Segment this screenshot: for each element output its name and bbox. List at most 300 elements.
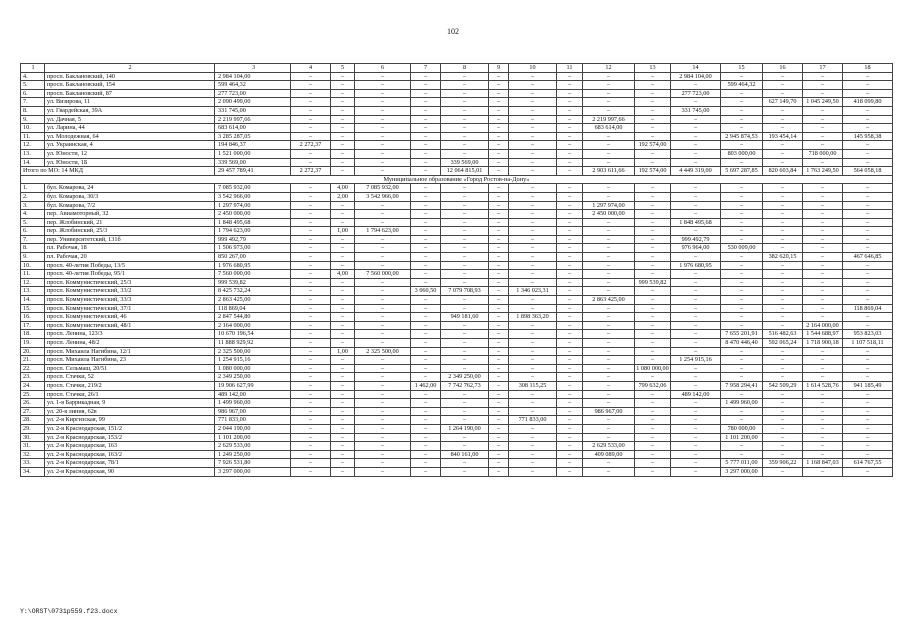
table-row [21, 373, 893, 382]
table-cell: 5. [21, 218, 45, 227]
table-cell: 2 450 000,00 [583, 210, 635, 219]
table-cell: – [355, 141, 411, 150]
table-cell: – [411, 304, 441, 313]
table-cell: 1 763 249,50 [803, 167, 843, 176]
table-cell: – [411, 433, 441, 442]
table-cell: – [583, 356, 635, 365]
table-cell: – [441, 339, 489, 348]
table-cell: – [583, 72, 635, 81]
table-cell: – [635, 321, 671, 330]
table-cell: – [331, 149, 355, 158]
table-cell: – [355, 132, 411, 141]
table-cell: – [509, 433, 557, 442]
table-cell: – [557, 287, 583, 296]
table-cell: 382 620,15 [763, 253, 803, 262]
table-cell: 7 655 201,91 [721, 330, 763, 339]
table-cell: 1 718 900,18 [803, 339, 843, 348]
table-cell: – [671, 296, 721, 305]
table-cell: – [843, 442, 893, 451]
table-cell: – [411, 399, 441, 408]
table-cell: – [583, 424, 635, 433]
table-cell: 2 219 997,66 [215, 115, 291, 124]
table-cell: пл. Рабочая, 20 [45, 253, 215, 262]
table-cell: – [291, 339, 331, 348]
table-cell: – [557, 115, 583, 124]
table-cell: – [721, 235, 763, 244]
table-cell: 1 107 518,11 [843, 339, 893, 348]
table-cell: – [441, 98, 489, 107]
table-cell: 7 742 762,73 [441, 381, 489, 390]
table-cell: – [583, 459, 635, 468]
table-cell: – [441, 253, 489, 262]
table-cell: – [557, 89, 583, 98]
table-cell: – [441, 467, 489, 476]
table-cell: – [489, 72, 509, 81]
table-cell: – [291, 416, 331, 425]
table-cell: – [721, 287, 763, 296]
table-cell: – [843, 347, 893, 356]
table-cell: – [331, 339, 355, 348]
table-row [21, 459, 893, 468]
table-cell: – [509, 373, 557, 382]
table-cell: 5 697 287,85 [721, 167, 763, 176]
table-cell: – [763, 184, 803, 193]
table-row [21, 330, 893, 339]
table-cell: – [441, 459, 489, 468]
table-cell: – [583, 339, 635, 348]
table-cell: 13. [21, 149, 45, 158]
table-cell: – [763, 347, 803, 356]
table-cell: – [583, 373, 635, 382]
table-cell: – [331, 210, 355, 219]
table-cell: – [411, 184, 441, 193]
table-cell: – [331, 167, 355, 176]
table-row [21, 416, 893, 425]
table-cell: – [291, 210, 331, 219]
table-cell: – [291, 244, 331, 253]
table-cell: 19 906 627,99 [215, 381, 291, 390]
table-cell: – [331, 89, 355, 98]
table-cell: – [331, 296, 355, 305]
table-cell: 1 168 847,03 [803, 459, 843, 468]
table-cell: – [441, 141, 489, 150]
table-cell: – [355, 373, 411, 382]
table-cell: – [291, 115, 331, 124]
table-cell: – [557, 442, 583, 451]
table-cell: 771 833,00 [509, 416, 557, 425]
table-cell: – [843, 278, 893, 287]
table-cell: 820 603,84 [763, 167, 803, 176]
table-cell: – [411, 98, 441, 107]
table-cell: – [489, 424, 509, 433]
table-cell: – [411, 459, 441, 468]
table-cell: 21. [21, 356, 45, 365]
table-cell: – [331, 106, 355, 115]
table-cell: – [489, 227, 509, 236]
table-cell: – [489, 98, 509, 107]
table-cell: – [441, 201, 489, 210]
table-cell: 7 560 000,00 [355, 270, 411, 279]
table-cell: – [557, 390, 583, 399]
table-cell: 193 454,14 [763, 132, 803, 141]
table-cell: – [635, 467, 671, 476]
table-cell: – [557, 227, 583, 236]
table-cell: – [671, 364, 721, 373]
table-cell: – [509, 399, 557, 408]
table-cell: 4 [291, 64, 331, 73]
table-cell: 192 574,00 [635, 167, 671, 176]
table-cell: – [763, 261, 803, 270]
table-cell: – [721, 106, 763, 115]
table-cell: – [803, 81, 843, 90]
table-cell: – [671, 459, 721, 468]
table-cell: – [291, 459, 331, 468]
table-cell: – [721, 227, 763, 236]
table-cell: 9. [21, 253, 45, 262]
table-cell: – [557, 356, 583, 365]
table-cell: – [411, 132, 441, 141]
table-cell: просп. Коммунистический, 33/2 [45, 287, 215, 296]
table-row [21, 296, 893, 305]
table-cell: – [441, 433, 489, 442]
table-cell: – [509, 124, 557, 133]
table-cell: 1 [21, 64, 45, 73]
table-cell: – [557, 218, 583, 227]
table-cell: – [509, 364, 557, 373]
table-cell: – [721, 321, 763, 330]
table-cell: – [721, 296, 763, 305]
table-cell: пер. Университетский, 131б [45, 235, 215, 244]
table-cell: – [291, 321, 331, 330]
table-cell: – [411, 244, 441, 253]
page-number: 102 [447, 27, 459, 36]
table-cell: 489 142,00 [671, 390, 721, 399]
table-cell: – [557, 244, 583, 253]
table-cell: 17. [21, 321, 45, 330]
header-row [21, 64, 893, 73]
table-cell: – [411, 89, 441, 98]
table-cell: – [557, 416, 583, 425]
table-cell: просп. Сельмаш, 20/51 [45, 364, 215, 373]
table-cell: – [291, 124, 331, 133]
table-cell: 799 632,06 [635, 381, 671, 390]
table-row [21, 364, 893, 373]
table-cell: – [843, 450, 893, 459]
table-cell: – [583, 364, 635, 373]
table-cell: – [331, 81, 355, 90]
table-cell: 7 926 531,80 [215, 459, 291, 468]
table-cell: 1 297 974,00 [215, 201, 291, 210]
table-cell: – [411, 72, 441, 81]
table-cell: – [843, 192, 893, 201]
table-cell: – [557, 141, 583, 150]
table-cell: – [509, 141, 557, 150]
table-cell: 22. [21, 364, 45, 373]
table-cell: – [489, 287, 509, 296]
table-cell: – [441, 115, 489, 124]
table-cell: – [763, 81, 803, 90]
table-cell: – [583, 399, 635, 408]
table-cell: – [291, 347, 331, 356]
table-cell: просп. Стачки, 219/2 [45, 381, 215, 390]
table-cell: – [803, 450, 843, 459]
table-cell: – [635, 98, 671, 107]
table-cell: 999 492,79 [215, 235, 291, 244]
table-cell: 9 [489, 64, 509, 73]
table-cell: – [763, 304, 803, 313]
table-cell: – [803, 424, 843, 433]
file-path-footer: Y:\ORST\0731p559.f23.docx [20, 608, 118, 615]
table-cell: 1 264 190,00 [441, 424, 489, 433]
table-cell: – [509, 98, 557, 107]
table-cell: 2 984 104,00 [215, 72, 291, 81]
table-cell: – [331, 442, 355, 451]
table-cell: – [763, 373, 803, 382]
table-cell: – [355, 235, 411, 244]
table-cell: – [671, 184, 721, 193]
table-cell: – [763, 364, 803, 373]
table-cell: 803 000,00 [721, 149, 763, 158]
table-cell: – [635, 270, 671, 279]
table-cell: 941 185,49 [843, 381, 893, 390]
table-cell: – [671, 442, 721, 451]
table-cell: – [441, 321, 489, 330]
table-cell: – [843, 235, 893, 244]
table-cell: 331 745,00 [671, 106, 721, 115]
table-cell: – [355, 89, 411, 98]
table-cell: – [331, 158, 355, 167]
table-cell: 4,00 [331, 184, 355, 193]
table-cell: – [803, 287, 843, 296]
table-cell: 12 [583, 64, 635, 73]
table-row [21, 227, 893, 236]
table-cell: – [331, 381, 355, 390]
table-cell: – [331, 253, 355, 262]
table-cell: – [489, 459, 509, 468]
table-cell: 530 009,00 [721, 244, 763, 253]
table-cell: – [843, 227, 893, 236]
table-cell: – [331, 72, 355, 81]
table-cell: – [843, 321, 893, 330]
table-cell: – [489, 235, 509, 244]
table-cell: – [635, 304, 671, 313]
table-cell: – [803, 416, 843, 425]
table-cell: – [355, 149, 411, 158]
table-cell: – [557, 235, 583, 244]
table-cell: – [583, 244, 635, 253]
table-cell: – [441, 390, 489, 399]
table-cell: – [583, 227, 635, 236]
table-cell: – [331, 407, 355, 416]
table-cell: 34. [21, 467, 45, 476]
table-cell: ул. 2-я Краснодарская, 153/2 [45, 433, 215, 442]
table-cell: – [843, 89, 893, 98]
table-cell: – [331, 321, 355, 330]
table-cell: – [803, 124, 843, 133]
table-cell: – [411, 124, 441, 133]
table-cell: – [355, 330, 411, 339]
table-row [21, 184, 893, 193]
table-cell: – [763, 124, 803, 133]
table-cell: ул. Визирова, 11 [45, 98, 215, 107]
table-cell: – [721, 210, 763, 219]
table-cell: – [843, 72, 893, 81]
table-cell: 3 542 966,00 [215, 192, 291, 201]
table-cell: – [635, 253, 671, 262]
table-cell: – [843, 141, 893, 150]
table-cell: – [557, 132, 583, 141]
table-cell: – [489, 89, 509, 98]
table-row [21, 442, 893, 451]
table-cell: – [671, 210, 721, 219]
table-cell: – [803, 235, 843, 244]
table-cell: – [557, 330, 583, 339]
table-cell: – [291, 98, 331, 107]
table-cell: 489 142,00 [215, 390, 291, 399]
table-cell: – [355, 167, 411, 176]
table-cell: – [509, 467, 557, 476]
table-cell: – [509, 81, 557, 90]
table-cell: 2 164 000,00 [215, 321, 291, 330]
table-cell: – [509, 347, 557, 356]
table-cell: 15. [21, 304, 45, 313]
table-cell: 2 219 997,66 [583, 115, 635, 124]
table-cell: – [635, 149, 671, 158]
table-cell: 2 984 104,00 [671, 72, 721, 81]
table-cell: – [509, 89, 557, 98]
table-cell: – [489, 261, 509, 270]
table-cell: 1 848 495,68 [215, 218, 291, 227]
table-cell: – [583, 287, 635, 296]
table-cell: ул. 2-я Киргизская, 99 [45, 416, 215, 425]
table-row [21, 347, 893, 356]
table-cell: – [763, 270, 803, 279]
table-cell: – [763, 158, 803, 167]
table-cell: – [509, 442, 557, 451]
table-cell: – [355, 381, 411, 390]
table-cell: 12. [21, 278, 45, 287]
table-cell: – [635, 132, 671, 141]
table-cell: – [331, 416, 355, 425]
table-row [21, 287, 893, 296]
table-cell: – [671, 304, 721, 313]
table-cell: – [489, 81, 509, 90]
table-cell: – [489, 192, 509, 201]
table-cell: 7 079 708,93 [441, 287, 489, 296]
table-cell: – [557, 347, 583, 356]
table-cell: – [635, 261, 671, 270]
table-cell: – [721, 141, 763, 150]
table-cell: – [671, 450, 721, 459]
table-row [21, 390, 893, 399]
table-cell: – [671, 347, 721, 356]
table-cell: – [803, 442, 843, 451]
table-cell: – [843, 416, 893, 425]
table-cell: – [489, 106, 509, 115]
table-cell: – [583, 218, 635, 227]
table-cell: – [843, 115, 893, 124]
table-cell: – [763, 433, 803, 442]
table-cell: – [635, 158, 671, 167]
table-cell: бул. Комарова, 30/3 [45, 192, 215, 201]
table-cell: – [557, 407, 583, 416]
table-cell: просп. Стачки, 52 [45, 373, 215, 382]
table-cell: 986 967,00 [215, 407, 291, 416]
table-cell: – [489, 416, 509, 425]
table-cell: – [557, 381, 583, 390]
table-cell: – [635, 201, 671, 210]
table-cell: 23. [21, 373, 45, 382]
table-cell: – [489, 339, 509, 348]
table-cell: – [509, 227, 557, 236]
table-cell: – [331, 364, 355, 373]
table-cell: – [509, 278, 557, 287]
table-cell: 949 181,60 [441, 313, 489, 322]
table-cell: – [557, 158, 583, 167]
table-cell: – [721, 261, 763, 270]
table-cell: – [583, 313, 635, 322]
table-cell: – [291, 399, 331, 408]
table-cell: 12 064 815,01 [441, 167, 489, 176]
table-cell: 1 249 250,00 [215, 450, 291, 459]
table-cell: – [509, 424, 557, 433]
table-cell: 10. [21, 261, 45, 270]
table-row [21, 149, 893, 158]
table-cell: ул. 20-я линия, 62в [45, 407, 215, 416]
table-cell: 11. [21, 270, 45, 279]
table-cell: – [355, 218, 411, 227]
table-cell: – [355, 356, 411, 365]
table-cell: – [671, 132, 721, 141]
table-cell: – [291, 235, 331, 244]
section-heading-row [21, 175, 893, 184]
table-cell: – [489, 356, 509, 365]
table-cell: 3 297 000,00 [215, 467, 291, 476]
table-cell: – [763, 321, 803, 330]
table-cell: 976 964,00 [671, 244, 721, 253]
table-cell: 194 846,37 [215, 141, 291, 150]
table-cell: – [291, 356, 331, 365]
table-cell: – [441, 124, 489, 133]
table-cell: 14. [21, 296, 45, 305]
table-cell: – [331, 124, 355, 133]
table-cell: 1 614 528,76 [803, 381, 843, 390]
table-cell: – [763, 106, 803, 115]
table-cell: – [763, 450, 803, 459]
table-cell: – [583, 390, 635, 399]
table-cell: 2 847 544,80 [215, 313, 291, 322]
table-cell: – [635, 106, 671, 115]
table-cell: – [763, 424, 803, 433]
table-cell: – [763, 141, 803, 150]
table-cell: – [509, 106, 557, 115]
table-cell: 11 888 929,92 [215, 339, 291, 348]
table-cell: – [843, 218, 893, 227]
table-cell: – [721, 192, 763, 201]
table-row [21, 321, 893, 330]
table-cell: – [355, 210, 411, 219]
table-cell: – [489, 158, 509, 167]
table-cell: – [331, 278, 355, 287]
table-cell: – [355, 72, 411, 81]
table-cell: – [635, 330, 671, 339]
table-cell: 18 [843, 64, 893, 73]
table-cell: – [331, 287, 355, 296]
table-cell: – [763, 72, 803, 81]
table-cell: 339 569,00 [441, 158, 489, 167]
table-cell: – [635, 459, 671, 468]
table-cell: – [441, 364, 489, 373]
